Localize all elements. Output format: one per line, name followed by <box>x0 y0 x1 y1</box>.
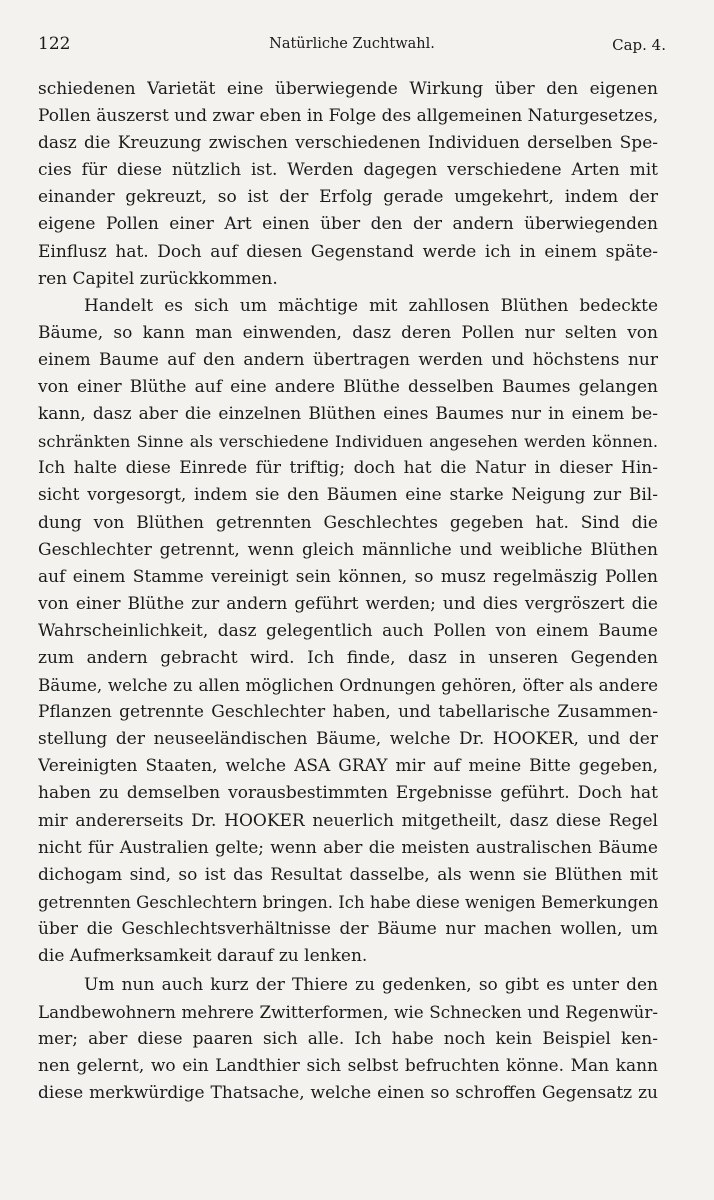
text-line: einem Baume auf den andern übertragen werden und höchstens nur <box>38 349 658 370</box>
text-line: cies für diese nützlich ist. Werden dagegen verschiedene Arten mit <box>38 160 658 181</box>
text-line: schränkten Sinne als verschiedene Individuen angesehen werden können. <box>38 432 658 452</box>
text-line: ren Capitel zurückkommen. <box>38 268 278 289</box>
text-line: mer; aber diese paaren sich alle. Ich habe noch kein Beispiel ken- <box>38 1028 658 1049</box>
text-line: eigene Pollen einer Art einen über den der andern überwiegenden <box>38 214 658 235</box>
text-line: Handelt es sich um mächtige mit zahllosen Blüthen bedeckte <box>84 295 658 316</box>
body-text <box>38 76 658 1107</box>
text-line: Geschlechter getrennt, wenn gleich männliche und weibliche Blüthen <box>38 539 658 560</box>
text-line: die Aufmerksamkeit darauf zu lenken. <box>38 946 368 966</box>
text-line: Vereinigten Staaten, welche ASA GRAY mir auf meine Bitte gegeben, <box>38 756 658 777</box>
text-line: Pollen äuszerst und zwar eben in Folge des allgemeinen Naturgesetzes, <box>38 106 658 127</box>
text-line: nen gelernt, wo ein Landthier sich selbst befruchten könne. Man kann <box>38 1056 658 1077</box>
text-line: Wahrscheinlichkeit, dasz gelegentlich auch Pollen von einem Baume <box>38 620 658 641</box>
text-line: Bäume, welche zu allen möglichen Ordnungen gehören, öfter als andere <box>38 675 658 696</box>
text-line: dasz die Kreuzung zwischen verschiedenen Individuen derselben Spe- <box>38 133 658 154</box>
text-line: sicht vorgesorgt, indem sie den Bäumen eine starke Neigung zur Bil- <box>38 485 658 506</box>
page-number: 122 <box>38 34 71 54</box>
text-line: mir andererseits Dr. HOOKER neuerlich mitgetheilt, dasz diese Regel <box>38 810 658 831</box>
text-line: nicht für Australien gelte; wenn aber die meisten australischen Bäume <box>38 837 658 858</box>
running-title: Natürliche Zuchtwahl. <box>269 36 435 52</box>
chapter-label: Cap. 4. <box>612 36 666 54</box>
text-line: einander gekreuzt, so ist der Erfolg gerade umgekehrt, indem der <box>38 187 658 208</box>
text-line: diese merkwürdige Thatsache, welche einen so schroffen Gegensatz zu <box>38 1083 658 1104</box>
text-line: Pflanzen getrennte Geschlechter haben, und tabellarische Zusammen- <box>38 702 658 723</box>
text-line: auf einem Stamme vereinigt sein können, so musz regelmäszig Pollen <box>38 566 658 587</box>
text-line: stellung der neuseeländischen Bäume, welche Dr. HOOKER, und der <box>38 729 658 750</box>
text-line: Um nun auch kurz der Thiere zu gedenken, so gibt es unter den <box>84 974 658 995</box>
text-line: Ich halte diese Einrede für triftig; doch hat die Natur in dieser Hin- <box>38 458 658 479</box>
page-header <box>38 34 666 58</box>
text-line: getrennten Geschlechtern bringen. Ich habe diese wenigen Bemerkungen <box>38 892 658 912</box>
text-line: haben zu demselben vorausbestimmten Ergebnisse geführt. Doch hat <box>38 783 658 804</box>
text-line: dung von Blüthen getrennten Geschlechtes gegeben hat. Sind die <box>38 512 658 533</box>
text-line: dichogam sind, so ist das Resultat dasselbe, als wenn sie Blüthen mit <box>38 864 658 885</box>
text-line: von einer Blüthe zur andern geführt werden; und dies vergröszert die <box>38 593 658 614</box>
text-line: zum andern gebracht wird. Ich finde, dasz in unseren Gegenden <box>38 647 658 668</box>
text-line: über die Geschlechtsverhältnisse der Bäume nur machen wollen, um <box>38 918 658 939</box>
text-line: kann, dasz aber die einzelnen Blüthen eines Baumes nur in einem be- <box>38 404 658 425</box>
text-line: von einer Blüthe auf eine andere Blüthe desselben Baumes gelangen <box>38 377 658 398</box>
text-line: Einflusz hat. Doch auf diesen Gegenstand werde ich in einem späte- <box>38 241 658 262</box>
text-line: Landbewohnern mehrere Zwitterformen, wie Schnecken und Regenwür- <box>38 1001 658 1022</box>
text-line: schiedenen Varietät eine überwiegende Wirkung über den eigenen <box>38 79 658 99</box>
text-line: Bäume, so kann man einwenden, dasz deren Pollen nur selten von <box>38 322 658 343</box>
